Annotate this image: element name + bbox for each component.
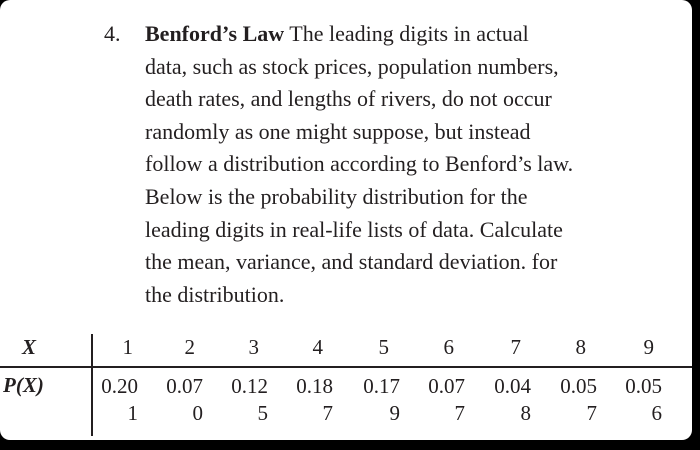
problem-line: leading digits in real-life lists of data. Calculate [145, 216, 563, 242]
problem-line: the distribution. [145, 281, 285, 307]
probability-cell: 0.12 5 [231, 374, 268, 425]
problem-line [145, 18, 665, 51]
probability-cell: 0.07 7 [428, 374, 465, 425]
x-cell: 2 [184, 335, 195, 359]
x-cell: 5 [378, 335, 389, 359]
probability-cell: 0.07 0 [166, 374, 203, 425]
problem-line: randomly as one might suppose, but instead [145, 118, 531, 144]
problem-line: data, such as stock prices, population numbers, [145, 53, 559, 79]
problem-title: Benford’s Law [145, 21, 285, 46]
problem-line: Below is the probability distribution for the [145, 183, 528, 209]
problem-body [145, 18, 665, 311]
x-cell: 3 [248, 335, 259, 359]
probability-cell: 0.20 1 [101, 374, 138, 425]
x-cell: 6 [443, 335, 454, 359]
x-row-header: X [22, 335, 37, 359]
x-cell: 1 [122, 335, 133, 359]
problem-number: 4. [104, 21, 121, 46]
probability-row-header: P(X) [3, 373, 44, 397]
x-row [0, 330, 692, 363]
x-cell: 8 [575, 335, 586, 359]
problem-line: follow a distribution according to Benford’s law. [145, 151, 574, 177]
probability-cell: 0.05 6 [625, 374, 662, 425]
problem-line: death rates, and lengths of rivers, do not occur [145, 86, 552, 112]
probability-row [0, 368, 692, 428]
probability-cell: 0.04 8 [494, 374, 531, 425]
x-cell: 7 [510, 335, 521, 359]
problem-text: The leading digits in actual [289, 21, 529, 46]
x-cell: 9 [643, 335, 654, 359]
probability-cell: 0.18 7 [296, 374, 333, 425]
probability-distribution-table [0, 330, 692, 440]
probability-cell: 0.05 7 [560, 374, 597, 425]
probability-cell: 0.17 9 [363, 374, 400, 425]
problem-line: the mean, variance, and standard deviation. for [145, 249, 558, 275]
x-cell: 4 [312, 335, 323, 359]
